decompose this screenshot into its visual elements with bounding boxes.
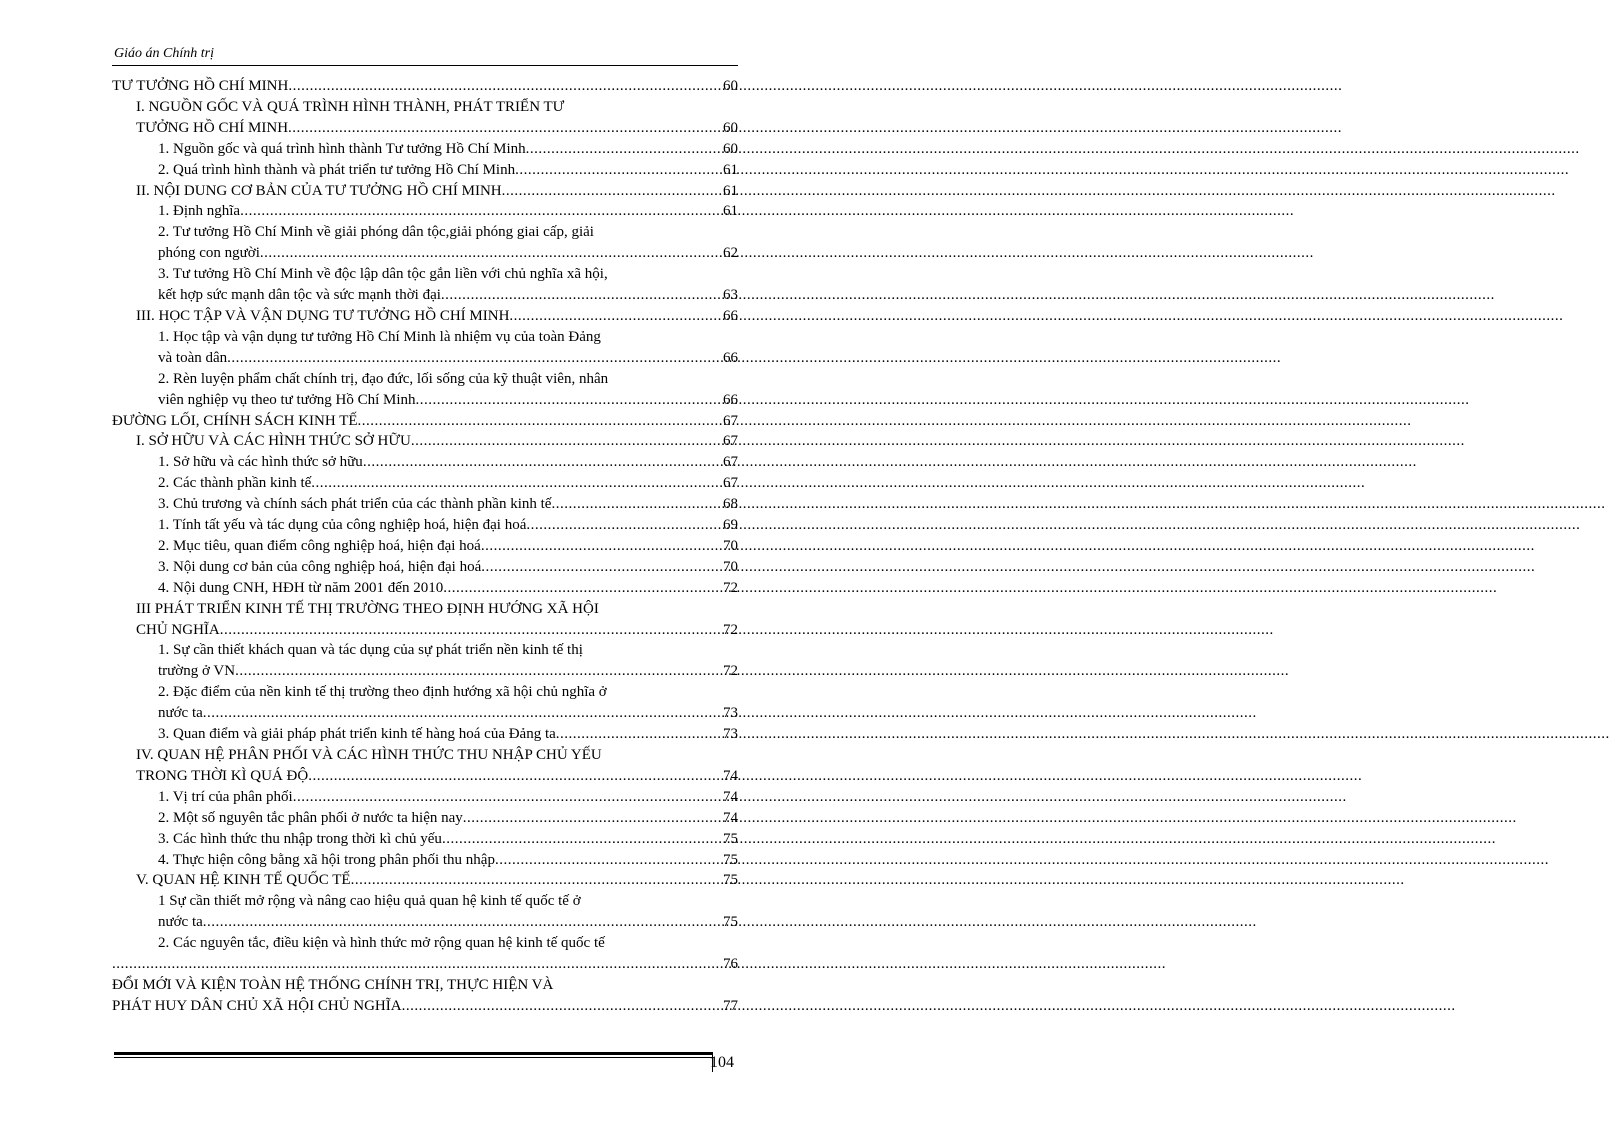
toc-entry-leader-line <box>112 494 738 515</box>
toc-entry-title: II. NỘI DUNG CƠ BẢN CỦA TƯ TƯỞNG HỒ CHÍ MINH <box>136 182 502 199</box>
toc-entry[interactable] <box>112 870 738 891</box>
toc-entry[interactable] <box>112 808 738 829</box>
toc-entry-leader-line <box>112 118 738 139</box>
toc-entry[interactable] <box>112 578 738 599</box>
toc-entry[interactable] <box>112 369 738 411</box>
toc-entry-leader-line <box>112 829 738 850</box>
dot-leader <box>441 285 723 306</box>
toc-entry-title: 3. Quan điểm và giải pháp phát triển kinh tế hàng hoá của Đảng ta <box>158 726 556 743</box>
dot-leader <box>416 390 723 411</box>
toc-entry-title: 3. Các hình thức thu nhập trong thời kì chủ yếu <box>158 830 442 847</box>
toc-page-number: 60 <box>723 119 738 136</box>
toc-entry-title: 1. Định nghĩa <box>158 203 241 220</box>
dot-leader <box>402 996 723 1017</box>
toc-page-number: 60 <box>723 140 738 157</box>
dot-leader <box>463 808 723 829</box>
toc-entry-text-line: 1. Sự cần thiết khách quan và tác dụng của sự phát triển nền kinh tế thị <box>158 642 583 659</box>
toc-entry[interactable] <box>112 640 738 682</box>
toc-page-number: 60 <box>723 78 738 94</box>
dot-leader <box>220 620 723 641</box>
toc-entry-title: 4. Thực hiện công bằng xã hội trong phân phối thu nhập <box>158 851 495 868</box>
dot-leader <box>551 494 723 515</box>
toc-page-number: 66 <box>723 349 738 366</box>
toc-entry-title: 1. Vị trí của phân phối <box>158 788 293 805</box>
dot-leader <box>515 160 723 181</box>
toc-entry[interactable] <box>112 431 738 452</box>
toc-entry-text-line: 3. Tư tưởng Hồ Chí Minh về độc lập dân tộc gắn liền với chủ nghĩa xã hội, <box>158 266 608 283</box>
toc-entry-title: 4. Nội dung CNH, HĐH từ năm 2001 đến 2010 <box>158 579 444 596</box>
toc-entry-leader-line <box>112 139 738 160</box>
toc-page-number: 61 <box>723 161 738 178</box>
toc-entry[interactable] <box>112 494 738 515</box>
toc-page-number: 70 <box>723 537 738 554</box>
toc-entry-text-line: 2. Tư tưởng Hồ Chí Minh về giải phóng dân tộc,giải phóng giai cấp, giải <box>158 224 594 241</box>
dot-leader <box>556 724 723 745</box>
toc-entry[interactable] <box>112 452 738 473</box>
toc-entry-title: 2. Các thành phần kinh tế <box>158 475 312 492</box>
dot-leader <box>442 829 723 850</box>
toc-entry[interactable] <box>112 682 738 724</box>
toc-entry-leader-line <box>112 452 738 473</box>
toc-entry-title: nước ta <box>158 705 203 722</box>
dot-leader <box>363 452 723 473</box>
toc-entry-leader-line <box>112 348 738 369</box>
dot-leader <box>203 912 723 933</box>
dot-leader <box>526 139 723 160</box>
toc-entry-text-line: III PHÁT TRIỂN KINH TẾ THỊ TRƯỜNG THEO ĐỊNH HƯỚNG XÃ HỘI <box>136 600 599 617</box>
footer-rule-thick <box>114 1052 712 1055</box>
toc-page-number: 75 <box>723 830 738 847</box>
toc-page-number: 75 <box>723 914 738 931</box>
toc-entry-leader-line <box>112 306 738 327</box>
dot-leader <box>235 661 723 682</box>
toc-entry-leader-line <box>112 724 738 745</box>
toc-page-number: 69 <box>723 517 738 534</box>
toc-entry-leader-line <box>112 201 738 222</box>
toc-entry-title: 1. Sở hữu và các hình thức sở hữu <box>158 454 363 471</box>
toc-entry-title: III. HỌC TẬP VÀ VẬN DỤNG TƯ TƯỞNG HỒ CHÍ MINH <box>136 307 510 324</box>
toc-entry-text-line: 2. Rèn luyện phẩm chất chính trị, đạo đức, lối sống của kỹ thuật viên, nhân <box>158 370 609 387</box>
toc-entry-leader-line <box>112 76 738 97</box>
toc-entry-leader-line <box>112 850 738 871</box>
dot-leader <box>502 181 723 202</box>
toc-entry-leader-line <box>112 536 738 557</box>
toc-entry-leader-line <box>112 766 738 787</box>
toc-entry[interactable] <box>112 724 738 745</box>
page-number: 104 <box>710 1054 734 1071</box>
dot-leader <box>358 411 723 432</box>
toc-page-number: 61 <box>723 182 738 199</box>
toc-page-number: 67 <box>723 454 738 471</box>
dot-leader <box>481 536 723 557</box>
toc-entry-text-line: I. NGUỒN GỐC VÀ QUÁ TRÌNH HÌNH THÀNH, PHÁT TRIỂN TƯ <box>136 98 565 115</box>
toc-entry-leader-line <box>112 411 738 432</box>
dot-leader <box>308 766 723 787</box>
toc-page-number: 61 <box>723 203 738 220</box>
dot-leader <box>443 578 723 599</box>
toc-entry-title: I. SỞ HỮU VÀ CÁC HÌNH THỨC SỞ HỮU <box>136 433 411 450</box>
header-rule <box>112 65 738 66</box>
toc-entry-title: và toàn dân <box>158 349 228 366</box>
toc-entry-title: CHỦ NGHĨA <box>136 621 220 638</box>
toc-entry-title: 2. Quá trình hình thành và phát triển tư tưởng Hồ Chí Minh <box>158 161 516 178</box>
toc-entry-title: V. QUAN HỆ KINH TẾ QUỐC TẾ <box>136 872 351 889</box>
toc-entry-title: 2. Một số nguyên tắc phân phối ở nước ta hiện nay <box>158 809 463 826</box>
toc-page-number: 75 <box>723 872 738 889</box>
toc-entry[interactable] <box>112 536 738 557</box>
dot-leader <box>293 787 723 808</box>
toc-entry-leader-line <box>112 181 738 202</box>
toc-page-number: 76 <box>723 956 738 973</box>
toc-entry-title: PHÁT HUY DÂN CHỦ XÃ HỘI CHỦ NGHĨA <box>112 997 402 1014</box>
toc-entry[interactable] <box>112 139 738 160</box>
toc-entry[interactable] <box>112 599 738 641</box>
toc-page-number: 74 <box>723 809 738 826</box>
toc-entry-text-line: 1. Học tập và vận dụng tư tưởng Hồ Chí Minh là nhiệm vụ của toàn Đảng <box>158 328 601 345</box>
toc-entry-leader-line <box>112 431 738 452</box>
toc-entry[interactable] <box>112 411 738 432</box>
toc-entry-text-line: 2. Đặc điểm của nền kinh tế thị trường theo định hướng xã hội chủ nghĩa ở <box>158 684 607 701</box>
toc-entry[interactable] <box>112 473 738 494</box>
toc-entry[interactable] <box>112 557 738 578</box>
toc-entry-title: 1. Tính tất yếu và tác dụng của công nghiệp hoá, hiện đại hoá <box>158 517 527 534</box>
toc-entry[interactable] <box>112 745 738 787</box>
toc-entry[interactable] <box>112 306 738 327</box>
toc-entry[interactable] <box>112 201 738 222</box>
toc-entry-leader-line <box>112 473 738 494</box>
toc-page-number: 68 <box>723 496 738 513</box>
dot-leader <box>311 473 723 494</box>
dot-leader <box>495 850 723 871</box>
dot-leader <box>526 515 723 536</box>
toc-entry-text-line: ĐỔI MỚI VÀ KIỆN TOÀN HỆ THỐNG CHÍNH TRỊ, THỰC HIỆN VÀ <box>112 976 554 993</box>
toc-entry[interactable] <box>112 222 738 264</box>
toc-entry-leader-line <box>112 870 738 891</box>
toc-entry-text-line: 1 Sự cần thiết mở rộng và nâng cao hiệu quả quan hệ kinh tế quốc tế ở <box>158 893 581 910</box>
toc-entry-leader-line <box>112 787 738 808</box>
toc-entry-leader-line <box>112 996 738 1017</box>
toc-entry-leader-line <box>112 578 738 599</box>
toc-page-number: 75 <box>723 851 738 868</box>
footer-rule-thin <box>114 1057 712 1058</box>
dot-leader <box>288 118 723 139</box>
toc-entry-leader-line <box>112 620 738 641</box>
toc-entry-leader-line <box>112 808 738 829</box>
toc-page-number: 63 <box>723 287 738 304</box>
dot-leader <box>240 201 723 222</box>
toc-entry[interactable] <box>112 515 738 536</box>
dot-leader <box>203 703 723 724</box>
toc-entry[interactable] <box>112 975 738 1017</box>
toc-entry-title: 3. Nội dung cơ bản của công nghiệp hoá, hiện đại hoá <box>158 558 482 575</box>
toc-page-number: 73 <box>723 726 738 743</box>
toc-entry-text-line: IV. QUAN HỆ PHÂN PHỐI VÀ CÁC HÌNH THỨC THU NHẬP CHỦ YẾU <box>136 747 602 763</box>
dot-leader <box>112 954 723 975</box>
toc-entry-leader-line <box>112 515 738 536</box>
toc-page-number: 72 <box>723 663 738 680</box>
toc-page-number: 74 <box>723 767 738 784</box>
toc-entry-title: nước ta <box>158 914 203 931</box>
toc-entry-leader-line <box>112 661 738 682</box>
toc-entry[interactable] <box>112 787 738 808</box>
toc-entry[interactable] <box>112 891 738 933</box>
toc-entry[interactable] <box>112 933 738 975</box>
toc-entry-title: TRONG THỜI KÌ QUÁ ĐỘ <box>136 767 309 784</box>
toc-entry[interactable] <box>112 264 738 306</box>
toc-page-number: 72 <box>723 621 738 638</box>
toc-entry-leader-line <box>112 243 738 264</box>
toc-entry-title: TƯỞNG HỒ CHÍ MINH <box>136 119 289 136</box>
toc-entry-text-line: 2. Các nguyên tắc, điều kiện và hình thức mở rộng quan hệ kinh tế quốc tế <box>158 935 605 952</box>
dot-leader <box>260 243 723 264</box>
toc-page-number: 67 <box>723 412 738 429</box>
toc-page-number: 66 <box>723 391 738 408</box>
toc-entry[interactable] <box>112 829 738 850</box>
toc-entry-title: trường ở VN <box>158 663 236 680</box>
dot-leader <box>509 306 723 327</box>
toc-entry-leader-line <box>112 390 738 411</box>
toc-page-number: 77 <box>723 997 738 1014</box>
toc-entry-leader-line <box>112 285 738 306</box>
toc-entry[interactable] <box>112 327 738 369</box>
toc-entry-title: 2. Mục tiêu, quan điểm công nghiệp hoá, hiện đại hoá <box>158 537 481 554</box>
toc-page-number: 67 <box>723 433 738 450</box>
toc-entry[interactable] <box>112 850 738 871</box>
toc-entry-leader-line <box>112 703 738 724</box>
toc-page-number: 74 <box>723 788 738 805</box>
table-of-contents <box>112 76 738 1017</box>
toc-entry-title: 1. Nguồn gốc và quá trình hình thành Tư tưởng Hồ Chí Minh <box>158 140 526 157</box>
running-header: Giáo án Chính trị <box>114 46 214 61</box>
toc-entry[interactable] <box>112 76 738 97</box>
dot-leader <box>411 431 723 452</box>
toc-page-number: 67 <box>723 475 738 492</box>
toc-entry[interactable] <box>112 181 738 202</box>
dot-leader <box>481 557 723 578</box>
toc-entry-title: 3. Chủ trương và chính sách phát triển của các thành phần kinh tế <box>158 496 552 513</box>
toc-entry[interactable] <box>112 97 738 139</box>
dot-leader <box>288 76 723 97</box>
dot-leader <box>351 870 723 891</box>
toc-page-number: 73 <box>723 705 738 722</box>
toc-entry-leader-line <box>112 954 738 975</box>
toc-entry[interactable] <box>112 160 738 181</box>
toc-page-number: 62 <box>723 245 738 262</box>
toc-entry-leader-line <box>112 912 738 933</box>
toc-entry-title: ĐƯỜNG LỐI, CHÍNH SÁCH KINH TẾ <box>112 412 358 429</box>
toc-entry-title: kết hợp sức mạnh dân tộc và sức mạnh thời đại <box>158 287 441 304</box>
toc-page-number: 66 <box>723 307 738 324</box>
toc-entry-title: viên nghiệp vụ theo tư tưởng Hồ Chí Minh <box>158 391 416 408</box>
toc-page-number: 70 <box>723 558 738 575</box>
toc-entry-leader-line <box>112 557 738 578</box>
toc-page-number: 72 <box>723 579 738 596</box>
toc-entry-title: phóng con người <box>158 245 260 262</box>
dot-leader <box>227 348 723 369</box>
toc-entry-leader-line <box>112 160 738 181</box>
toc-entry-title: TƯ TƯỞNG HỒ CHÍ MINH <box>112 78 289 94</box>
